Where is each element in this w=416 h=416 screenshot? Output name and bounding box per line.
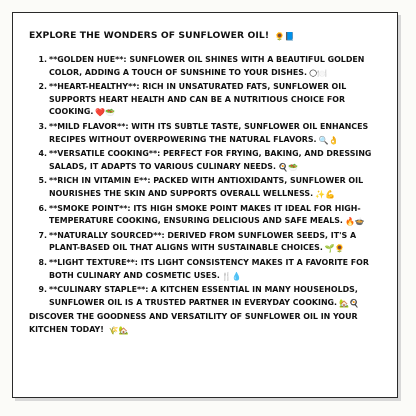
item-number: 4. [38,149,47,159]
item-emoji-icons: 🔥🍲 [344,217,365,227]
list-item [29,81,387,119]
item-emoji-icons: 🏡🍳 [339,298,359,308]
feature-list [23,54,387,309]
item-emoji-icons: 🔍👌 [318,135,339,145]
item-number: 6. [38,203,47,213]
closing-line [29,311,387,336]
list-item [29,148,387,173]
item-number: 2. [38,82,47,92]
item-text: **MILD FLAVOR**: WITH ITS SUBTLE TASTE, SUNFLOWER OIL ENHANCES RECIPES WITHOUT OVERPOWERING THE NATURAL FLAVORS. [49,121,369,144]
item-text: **LIGHT TEXTURE**: ITS LIGHT CONSISTENCY MAKES IT A FAVORITE FOR BOTH CULINARY AND COSMETIC USES. [49,257,369,280]
closing-emoji-icons: 🌾🏡 [108,325,129,335]
item-text: **GOLDEN HUE**: SUNFLOWER OIL SHINES WITH A BEAUTIFUL GOLDEN COLOR, ADDING A TOUCH OF SUNSHINE TO YOUR DISHES. [49,55,365,77]
item-text: **VERSATILE COOKING**: PERFECT FOR FRYING, BAKING, AND DRESSING SALADS, IT ADAPTS TO VARIOUS CULINARY NEEDS. [49,149,372,171]
item-emoji-icons: 🍳🥗 [278,162,298,172]
list-item [29,257,387,282]
item-number: 3. [38,121,47,131]
item-emoji-icons: ❤️🥗 [95,108,116,118]
item-emoji-icons: 🌕🍽️ [308,68,328,78]
item-text: **RICH IN VITAMIN E**: PACKED WITH ANTIOXIDANTS, SUNFLOWER OIL NOURISHES THE SKIN AND SUPPORTS OVERALL WELLNESS. [49,176,364,198]
item-text: **NATURALLY SOURCED**: DERIVED FROM SUNFLOWER SEEDS, IT'S A PLANT-BASED OIL THAT ALIGNS WITH SUSTAINABLE CHOICES. [49,230,357,253]
item-text: **HEART-HEALTHY**: RICH IN UNSATURATED FATS, SUNFLOWER OIL SUPPORTS HEART HEALTH AND CAN BE A NUTRITIOUS CHOICE FOR COOKING. [49,82,347,117]
list-item [29,121,387,146]
item-number: 8. [38,257,47,267]
item-number: 9. [38,285,47,295]
item-number: 5. [38,176,47,186]
item-text: **CULINARY STAPLE**: A KITCHEN ESSENTIAL IN MANY HOUSEHOLDS, SUNFLOWER OIL IS A TRUSTED PARTNER IN EVERYDAY COOKING. [49,285,358,307]
item-emoji-icons: 🍴💧 [221,271,242,281]
list-item [29,175,387,200]
item-text: **SMOKE POINT**: ITS HIGH SMOKE POINT MAKES IT IDEAL FOR HIGH-TEMPERATURE COOKING, ENSURING DELICIOUS AND SAFE MEALS. [49,203,361,226]
post-card [12,12,398,398]
closing-text: DISCOVER THE GOODNESS AND VERSATILITY OF SUNFLOWER OIL IN YOUR KITCHEN TODAY! [29,312,358,334]
list-item [29,230,387,255]
post-title-text: EXPLORE THE WONDERS OF SUNFLOWER OIL! [29,30,270,41]
list-item [29,203,387,228]
item-emoji-icons: ✨💪 [315,189,336,199]
item-emoji-icons: 🌱🌻 [324,244,345,254]
item-number: 1. [38,55,47,64]
post-title [29,29,387,42]
list-item [29,54,387,79]
title-emoji-icons: 🌻📘 [274,32,295,41]
item-number: 7. [38,230,47,240]
list-item [29,284,387,309]
